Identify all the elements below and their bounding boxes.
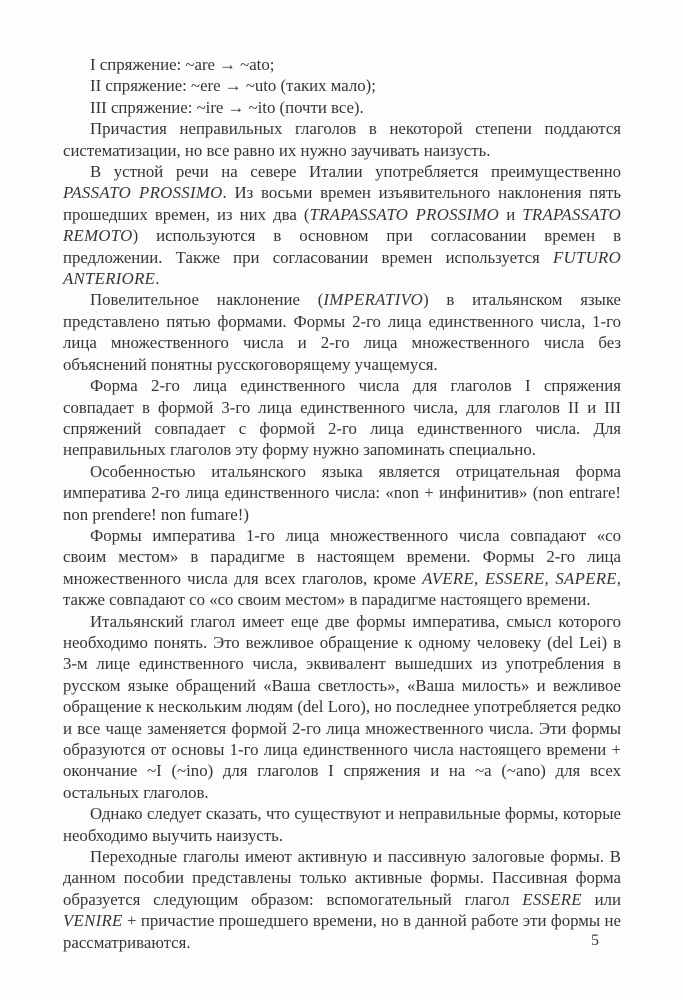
text-run: + причастие прошедшего времени, но в данной работе эти формы не рассматриваются. — [63, 911, 621, 952]
italic-term: AVERE, ESSERE, SAPERE — [422, 568, 617, 588]
text-run: Формы императива 1-го лица множественного числа совпадают «со своим местом» в парадигме в настоящем времени. Формы 2-го лица множественного числа для всех глаголов, кроме — [63, 525, 621, 588]
page-number: 5 — [591, 932, 599, 949]
italic-term: PASSATO PROSSIMO — [63, 183, 223, 203]
text-run: Особенностью итальянского языка является отрицательная форма императива 2-го лица единственного числа: «non + инфинитив» (non entrare! non prendere! non fumare!) — [63, 461, 621, 524]
text-run: , также совпадают со «со своим местом» в парадигме настоящего времени. — [63, 568, 621, 610]
text-run: Переходные глаголы имеют активную и пассивную залоговые формы. В данном пособии представлены только активные формы. Пассивная форма образуется следующим образом: вспомогательный глагол — [63, 847, 621, 909]
text-run: Итальянский глагол имеет еще две формы императива, смысл которого необходимо понять. Это вежливое обращение к одному человеку (del Lei) в 3-м лице единственного числа, эквивалент вышедших из употребления в русском языке обращений «Ваша светлость», «Ваша милость» и вежливое обращение к нескольким людям (del Loro), но последнее употребляется редко и все чаще заменяется формой 2-го лица множественного числа. Эти формы образуются от основы 1-го лица единственного числа настоящего времени + окончание ~I (~ino) для глаголов I спряжения и на ~a (~ano) для всех остальных глаголов. — [63, 611, 621, 802]
text-run: Повелительное наклонение ( — [90, 290, 324, 310]
paragraph — [63, 118, 621, 161]
paragraph — [63, 846, 621, 953]
text-run: В устной речи на севере Италии употребляется преимущественно — [90, 162, 621, 182]
conjugation-line — [63, 75, 621, 96]
italic-term: IMPERATIVO — [323, 290, 424, 310]
page-text — [63, 54, 621, 953]
text-run: . Из восьми времен изъявительного наклонения пять прошедших времен, из них два ( — [63, 183, 621, 224]
paragraph — [63, 803, 621, 846]
text-run: Форма 2-го лица единственного числа для глаголов I спряжения совпадает в формой 3-го лица единственного числа, для глаголов II и III спряжений совпадает с формой 2-го лица единственного числа. Для неправильных глаголов эту форму нужно запоминать специально. — [63, 376, 621, 460]
text-run: Однако следует сказать, что существуют и неправильные формы, которые необходимо выучить наизусть. — [63, 804, 621, 845]
paragraph — [63, 525, 621, 611]
italic-term: ESSERE — [522, 889, 582, 909]
text-run: ) используются в основном при согласовании времен в предложении. Также при согласовании времен используется — [63, 226, 621, 267]
text-run: III спряжение: ~ire → ~ito (почти все). — [90, 97, 364, 117]
text-run: . — [155, 269, 160, 289]
text-run: I спряжение: ~are → ~ato; — [90, 55, 275, 74]
text-run: II спряжение: ~ere → ~uto (таких мало); — [90, 76, 376, 96]
paragraph — [63, 375, 621, 461]
text-run: или — [581, 889, 622, 909]
italic-term: TRAPASSATO PROSSIMO — [309, 204, 500, 224]
paragraph — [63, 611, 621, 804]
text-run: ) в итальянском языке представлено пятью формами. Формы 2-го лица единственного числа, 1-го лица множественного числа и 2-го лица множественного числа без объяснений понятны русскоговорящему учащемуся. — [63, 290, 621, 374]
text-run: и — [499, 204, 523, 224]
italic-term: FUTURO ANTERIORE — [63, 247, 621, 289]
italic-term: TRAPASSATO REMOTO — [63, 204, 622, 246]
italic-term: VENIRE — [63, 911, 123, 931]
conjugation-line — [63, 54, 621, 75]
conjugation-line — [63, 97, 621, 118]
text-run: Причастия неправильных глаголов в некоторой степени поддаются систематизации, но все равно их нужно заучивать наизусть. — [63, 119, 621, 160]
paragraph — [63, 289, 621, 375]
paragraph — [63, 161, 621, 289]
paragraph — [63, 461, 621, 525]
